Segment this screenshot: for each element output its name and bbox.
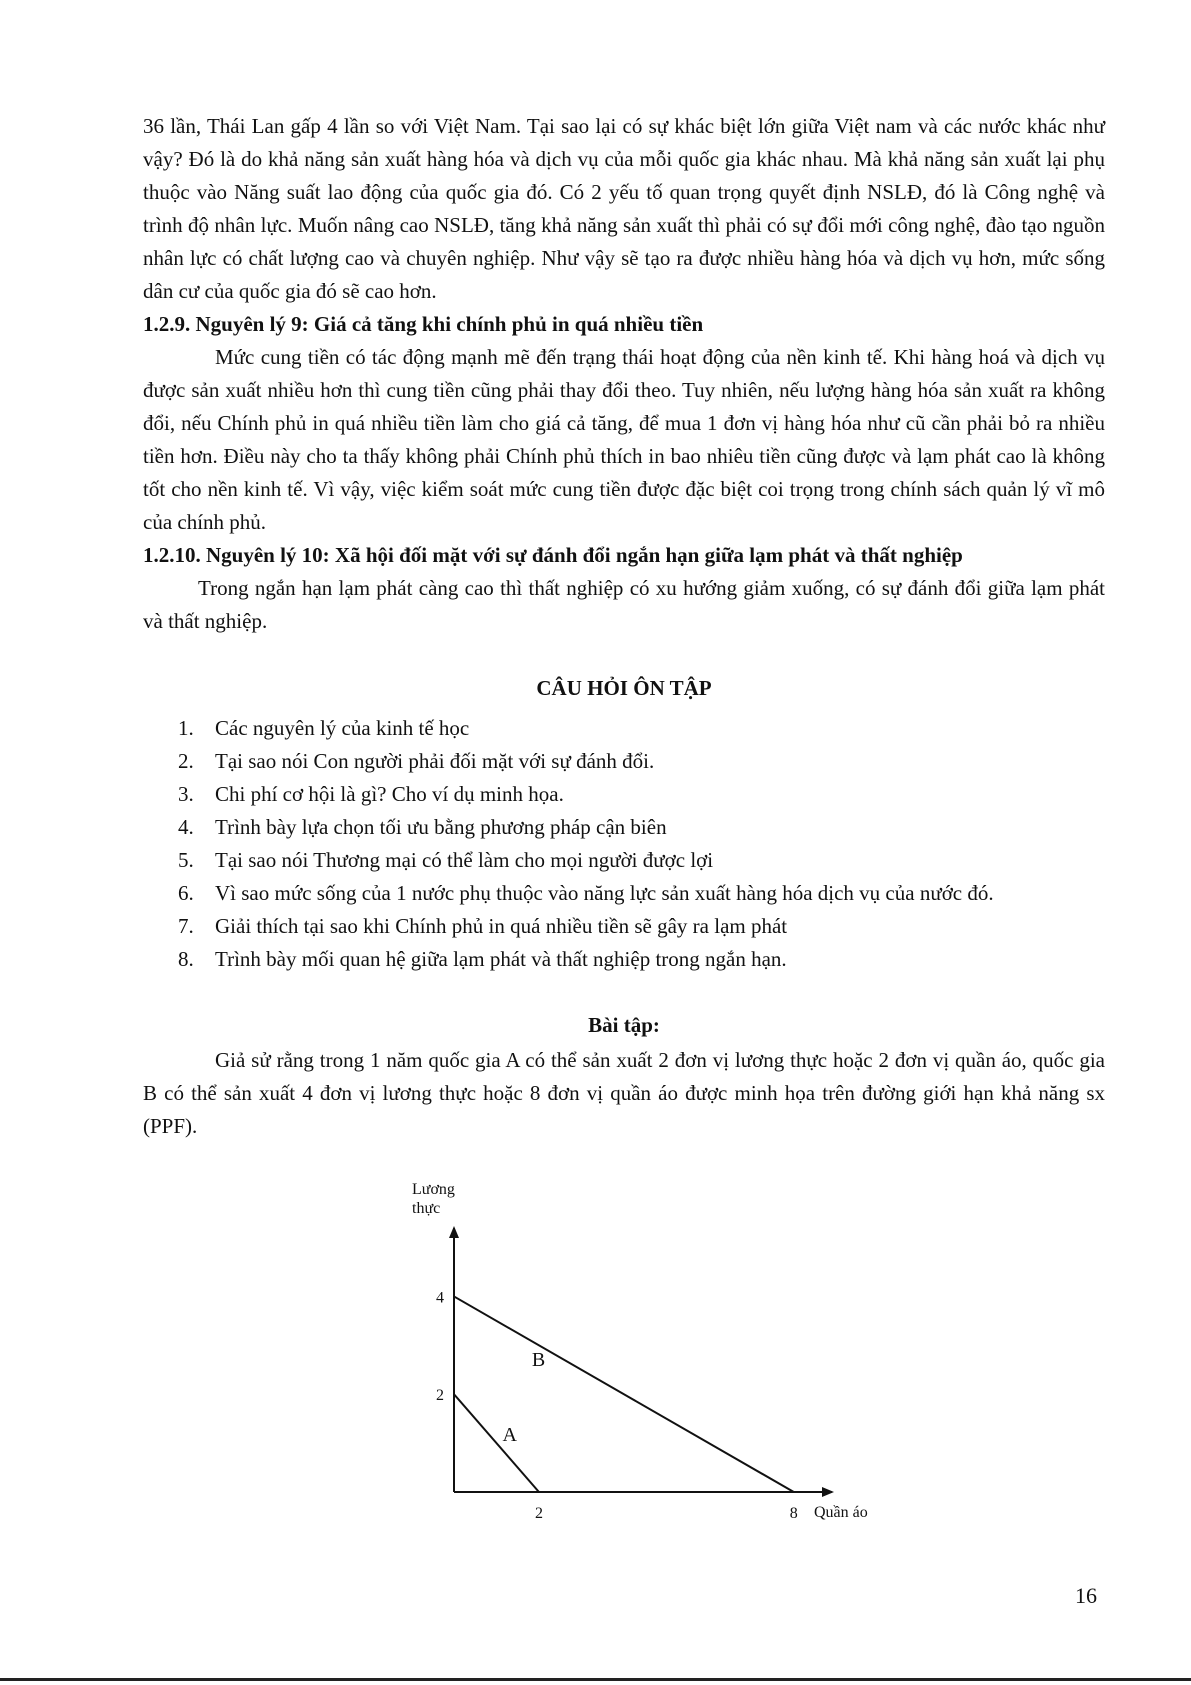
review-questions-list [143, 712, 1105, 976]
question-text: Các nguyên lý của kinh tế học [215, 716, 470, 740]
exercise-title: Bài tập: [588, 1013, 660, 1037]
y-tick-label-4: 4 [436, 1289, 444, 1307]
series-label-b: B [531, 1349, 546, 1372]
bottom-divider [0, 1678, 1191, 1681]
section-10-heading: 1.2.10. Nguyên lý 10: Xã hội đối mặt với sự đánh đổi ngắn hạn giữa lạm phát và thất nghiệp [143, 543, 963, 567]
question-text: Trình bày mối quan hệ giữa lạm phát và thất nghiệp trong ngắn hạn. [215, 947, 787, 971]
section-10-body: Trong ngắn hạn lạm phát càng cao thì thất nghiệp có xu hướng giảm xuống, có sự đánh đổi giữa lạm phát và thất nghiệp. [143, 576, 1105, 633]
y-axis-label-line1: Lương [412, 1181, 455, 1198]
question-number: 7. [178, 914, 194, 938]
list-item [178, 844, 1105, 877]
x-axis-label: Quần áo [814, 1504, 868, 1521]
intro-paragraph: 36 lần, Thái Lan gấp 4 lần so với Việt Nam. Tại sao lại có sự khác biệt lớn giữa Việt nam và các nước khác như vậy? Đó là do khả năng sản xuất hàng hóa và dịch vụ của mỗi quốc gia khác nhau. Mà khả năng sản xuất lại phụ thuộc vào Năng suất lao động của quốc gia đó. Có 2 yếu tố quan trọng quyết định NSLĐ, đó là Công nghệ và trình độ nhân lực. Muốn nâng cao NSLĐ, tăng khả năng sản xuất thì phải có sự đổi mới công nghệ, đào tạo nguồn nhân lực có chất lượng cao và chuyên nghiệp. Như vậy sẽ tạo ra được nhiều hàng hóa và dịch vụ hơn, mức sống dân cư của quốc gia đó sẽ cao hơn. [143, 114, 1105, 303]
question-text: Trình bày lựa chọn tối ưu bằng phương pháp cận biên [215, 815, 667, 839]
question-number: 1. [178, 716, 194, 740]
document-page [143, 110, 1105, 1143]
section-9-body: Mức cung tiền có tác động mạnh mẽ đến trạng thái hoạt động của nền kinh tế. Khi hàng hoá và dịch vụ được sản xuất nhiều hơn thì cung tiền cũng phải thay đổi theo. Tuy nhiên, nếu lượng hàng hóa sản xuất ra không đổi, nếu Chính phủ in quá nhiều tiền làm cho giá cả tăng, để mua 1 đơn vị hàng hóa như cũ cần phải bỏ ra nhiều tiền hơn. Điều này cho ta thấy không phải Chính phủ thích in bao nhiêu tiền cũng được và lạm phát cao là không tốt cho nền kinh tế. Vì vậy, việc kiểm soát mức cung tiền được đặc biệt coi trọng trong chính sách quản lý vĩ mô của chính phủ. [143, 345, 1105, 534]
list-item [178, 910, 1105, 943]
question-text: Vì sao mức sống của 1 nước phụ thuộc vào năng lực sản xuất hàng hóa dịch vụ của nước đó. [215, 881, 994, 905]
ppf-line-b [454, 1296, 794, 1492]
list-item [178, 943, 1105, 976]
question-number: 5. [178, 848, 194, 872]
ppf-line-a [454, 1394, 539, 1492]
page-number: 16 [1075, 1583, 1097, 1608]
y-axis-label-line2: thực [412, 1200, 441, 1217]
question-text: Tại sao nói Con người phải đối mặt với sự đánh đổi. [215, 749, 655, 773]
question-text: Tại sao nói Thương mại có thể làm cho mọi người được lợi [215, 848, 714, 872]
question-number: 6. [178, 881, 194, 905]
x-tick-label-2: 2 [534, 1505, 543, 1522]
list-item [178, 745, 1105, 778]
list-item [178, 811, 1105, 844]
series-label-a: A [502, 1424, 517, 1447]
list-item [178, 877, 1105, 910]
x-tick-label-8: 8 [789, 1505, 798, 1522]
question-number: 3. [178, 782, 194, 806]
question-text: Giải thích tại sao khi Chính phủ in quá nhiều tiền sẽ gây ra lạm phát [215, 914, 788, 938]
list-item [178, 712, 1105, 745]
exercise-body: Giả sử rằng trong 1 năm quốc gia A có thể sản xuất 2 đơn vị lương thực hoặc 2 đơn vị quần áo, quốc gia B có thể sản xuất 4 đơn vị lương thực hoặc 8 đơn vị quần áo được minh họa trên đường giới hạn khả năng sx (PPF). [143, 1048, 1105, 1138]
question-number: 4. [178, 815, 194, 839]
ppf-chart [400, 1172, 880, 1532]
review-questions-title: CÂU HỎI ÔN TẬP [536, 676, 712, 700]
section-9-heading: 1.2.9. Nguyên lý 9: Giá cả tăng khi chính phủ in quá nhiều tiền [143, 312, 704, 336]
question-text: Chi phí cơ hội là gì? Cho ví dụ minh họa. [215, 782, 564, 806]
question-number: 8. [178, 947, 194, 971]
list-item [178, 778, 1105, 811]
y-tick-label-2: 2 [436, 1387, 444, 1405]
question-number: 2. [178, 749, 194, 773]
plot-area [436, 1289, 798, 1522]
